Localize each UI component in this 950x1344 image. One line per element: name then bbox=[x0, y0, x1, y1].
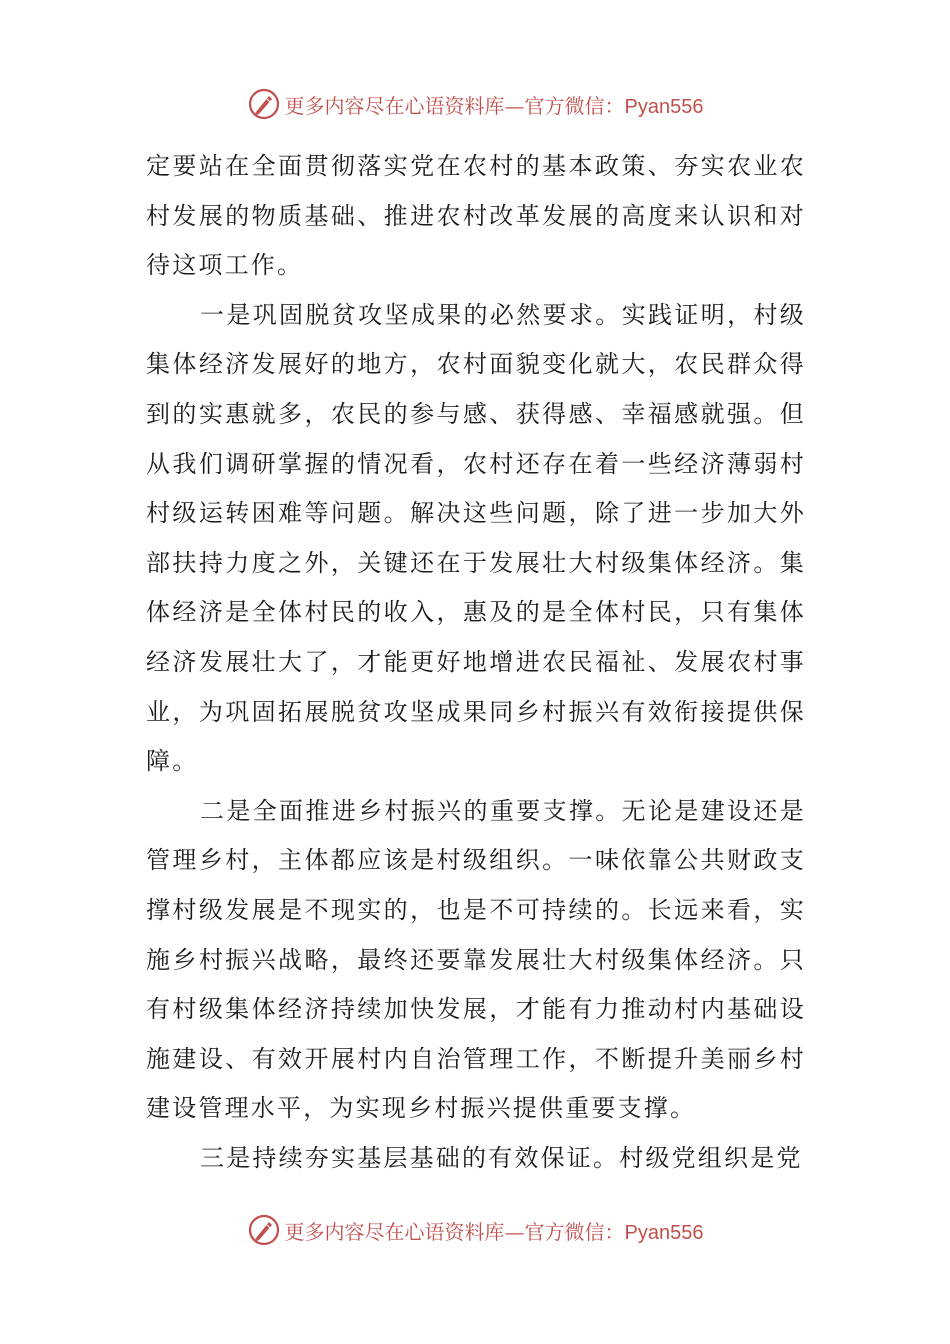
watermark-separator: — bbox=[504, 1219, 525, 1244]
watermark-text bbox=[285, 1216, 704, 1245]
watermark-wechat-id: Pyan556 bbox=[624, 95, 704, 118]
paragraph-point-two: 二是全面推进乡村振兴的重要支撑。无论是建设还是管理乡村，主体都应该是村级组织。一味依靠公共财政支撑村级发展是不现实的，也是不可持续的。长远来看，实施乡村振兴战略，最终还要靠发展壮大村级集体经济。只有村级集体经济持续加快发展，才能有力推动村内基础设施建设、有效开展村内自治管理工作，不断提升美丽乡村建设管理水平，为实现乡村振兴提供重要支撑。 bbox=[146, 796, 806, 1123]
watermark-wechat-label: 官方微信： bbox=[524, 93, 625, 118]
watermark-slogan: 更多内容尽在心语资料库 bbox=[284, 1219, 505, 1244]
footer-watermark bbox=[0, 1210, 950, 1250]
paragraph-point-one: 一是巩固脱贫攻坚成果的必然要求。实践证明，村级集体经济发展好的地方，农村面貌变化就大，农民群众得到的实惠就多，农民的参与感、获得感、幸福感就强。但从我们调研掌握的情况看，农村还存在着一些经济薄弱村村级运转困难等问题。解决这些问题，除了进一步加大外部扶持力度之外，关键还在于发展壮大村级集体经济。集体经济是全体村民的收入，惠及的是全体村民，只有集体经济发展壮大了，才能更好地增进农民福祉、发展农村事业，为巩固拓展脱贫攻坚成果同乡村振兴有效衔接提供保障。 bbox=[146, 300, 806, 776]
watermark-wechat-id: Pyan556 bbox=[624, 1221, 704, 1244]
pen-logo-icon bbox=[247, 87, 281, 121]
header-watermark bbox=[0, 84, 950, 124]
watermark-text bbox=[285, 90, 704, 119]
watermark-wechat-label: 官方微信： bbox=[524, 1219, 625, 1244]
watermark-slogan: 更多内容尽在心语资料库 bbox=[284, 93, 505, 118]
document-body bbox=[146, 142, 806, 1183]
watermark-separator: — bbox=[504, 93, 525, 118]
paragraph-continuation: 定要站在全面贯彻落实党在农村的基本政策、夯实农业农村发展的物质基础、推进农村改革发展的高度来认识和对待这项工作。 bbox=[146, 152, 806, 280]
pen-logo-icon bbox=[247, 1213, 281, 1247]
paragraph-point-three: 三是持续夯实基层基础的有效保证。村级党组织是党 bbox=[200, 1143, 803, 1172]
